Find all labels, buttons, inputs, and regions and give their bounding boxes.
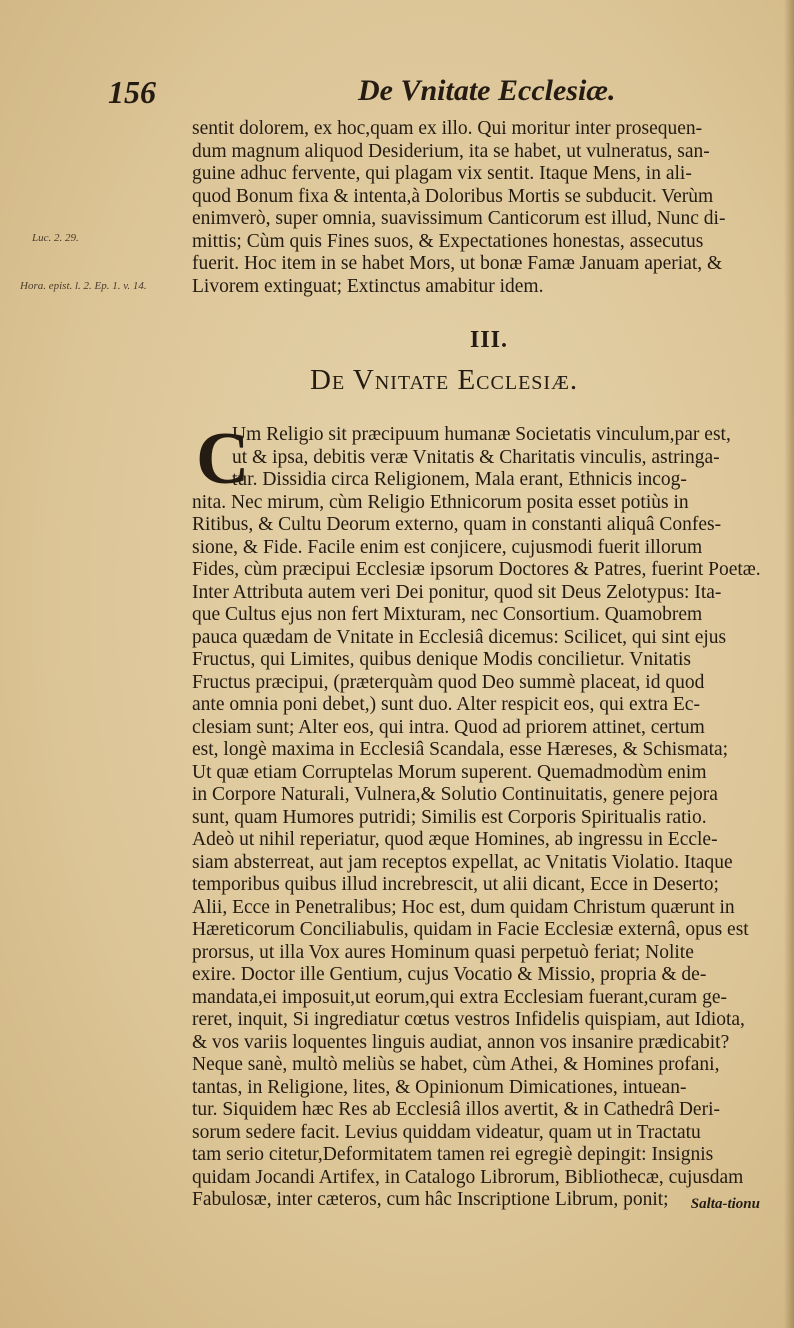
text-line: guine adhuc fervente, qui plagam vix sentit. Itaque Mens, in ali- bbox=[192, 163, 692, 184]
text-line: exire. Doctor ille Gentium, cujus Vocatio & Missio, propria & de- bbox=[192, 964, 707, 985]
text-line: sorum sedere facit. Levius quiddam videatur, quam ut in Tractatu bbox=[192, 1121, 701, 1143]
running-head: De Vnitate Ecclesiæ. bbox=[358, 74, 616, 107]
text-line: Hæreticorum Conciliabulis, quidam in Facie Ecclesiæ externâ, opus est bbox=[192, 919, 749, 940]
text-line: Fructus, qui Limites, quibus denique Modis concilietur. Vnitatis bbox=[192, 649, 692, 670]
text-line: Fides, cùm præcipui Ecclesiæ ipsorum Doctores & Patres, fuerint Poetæ. bbox=[192, 559, 761, 580]
text-line: quod Bonum fixa & intenta,à Doloribus Mortis se subducit. Verùm bbox=[192, 185, 714, 207]
text-line: enimverò, super omnia, suavissimum Canticorum est illud, Nunc di- bbox=[192, 208, 726, 229]
text-line: Livorem extinguat; Extinctus amabitur idem. bbox=[192, 275, 544, 297]
text-line: que Cultus ejus non fert Mixturam, nec Consortium. Quamobrem bbox=[192, 604, 703, 625]
page-number: 156 bbox=[108, 74, 156, 110]
text-line: Ut quæ etiam Corruptelas Morum superent. Quemadmodùm enim bbox=[192, 761, 707, 783]
text-line: Fabulosæ, inter cæteros, cum hâc Inscriptione Librum, ponit; bbox=[192, 1189, 669, 1210]
text-line: fuerit. Hoc item in se habet Mors, ut bonæ Famæ Januam aperiat, & bbox=[192, 253, 723, 274]
text-line: siam absterreat, aut jam receptos expellat, ac Vnitatis Violatio. Itaque bbox=[192, 851, 733, 873]
text-line: in Corpore Naturali, Vulnera,& Solutio Continuitatis, genere pejora bbox=[192, 784, 718, 805]
text-line: tantas, in Religione, lites, & Opinionum Dimicationes, intuean- bbox=[192, 1076, 687, 1098]
text-line: ut & ipsa, debitis veræ Vnitatis & Charitatis vinculis, astringa- bbox=[232, 446, 720, 468]
text-line: mittis; Cùm quis Fines suos, & Expectationes honestas, assecutus bbox=[192, 230, 704, 252]
text-line: temporibus quibus illud increbrescit, ut alii dicant, Ecce in Deserto; bbox=[192, 874, 719, 895]
text-line: dum magnum aliquod Desiderium, ita se habet, ut vulneratus, san- bbox=[192, 140, 710, 162]
text-line: Alii, Ecce in Penetralibus; Hoc est, dum quidam Christum quærunt in bbox=[192, 896, 735, 918]
text-line: Um Religio sit præcipuum humanæ Societatis vinculum,par est, bbox=[232, 424, 731, 445]
text-line: sentit dolorem, ex hoc,quam ex illo. Qui moritur inter prosequen- bbox=[192, 118, 703, 139]
text-line: Neque sanè, multò meliùs se habet, cùm Athei, & Homines profani, bbox=[192, 1054, 720, 1075]
text-line: sione, & Fide. Facile enim est conjicere, cujusmodi fuerit illorum bbox=[192, 536, 703, 558]
page-edge-shadow bbox=[784, 0, 794, 1328]
text-line: pauca quædam de Vnitate in Ecclesiâ dicemus: Scilicet, qui sint ejus bbox=[192, 626, 727, 648]
margin-note: Hora. epist. l. 2. Ep. 1. v. 14. bbox=[20, 280, 147, 292]
text-line: tam serio citetur,Deformitatem tamen rei egregiè depingit: Insignis bbox=[192, 1144, 714, 1165]
text-line: nita. Nec mirum, cùm Religio Ethnicorum posita esset potiùs in bbox=[192, 491, 689, 513]
section-number: III. bbox=[470, 327, 509, 353]
text-block-top bbox=[192, 118, 766, 298]
text-block-body bbox=[192, 418, 766, 1212]
text-line: & vos variis loquentes linguis audiat, annon vos insanire prædicabit? bbox=[192, 1031, 730, 1053]
drop-cap: C bbox=[196, 418, 250, 500]
text-line: Inter Attributa autem veri Dei ponitur, quod sit Deus Zelotypus: Ita- bbox=[192, 581, 722, 603]
text-line: sunt, quam Humores putridi; Similis est Corporis Spiritualis ratio. bbox=[192, 806, 707, 828]
page-header bbox=[108, 74, 768, 114]
text-line: est, longè maxima in Ecclesiâ Scandala, esse Hæreses, & Schismata; bbox=[192, 739, 729, 760]
text-line: tur. Dissidia circa Religionem, Mala erant, Ethnicis incog- bbox=[232, 469, 687, 490]
text-line: Adeò ut nihil reperiatur, quod æque Homines, ab ingressu in Eccle- bbox=[192, 829, 718, 850]
text-line: Fructus præcipui, (præterquàm quod Deo summè placeat, id quod bbox=[192, 671, 705, 693]
catchword: Salta-tionu bbox=[690, 1196, 760, 1212]
section-title: De Vnitate Ecclesiæ. bbox=[310, 364, 579, 396]
text-line: prorsus, ut illa Vox aures Hominum quasi perpetuò feriat; Nolite bbox=[192, 941, 694, 963]
text-line: ante omnia poni debet,) sunt duo. Alter respicit eos, qui extra Ec- bbox=[192, 694, 700, 715]
text-line: clesiam sunt; Alter eos, qui intra. Quod ad priorem attinet, certum bbox=[192, 716, 705, 738]
text-line: reret, inquit, Si ingrediatur cœtus vestros Infidelis quispiam, aut Idiota, bbox=[192, 1009, 745, 1030]
text-line: mandata,ei imposuit,ut eorum,qui extra Ecclesiam fuerant,curam ge- bbox=[192, 986, 727, 1008]
text-line: tur. Siquidem hæc Res ab Ecclesiâ illos avertit, & in Cathedrâ Deri- bbox=[192, 1099, 720, 1120]
text-line: Ritibus, & Cultu Deorum externo, quam in constanti aliquâ Confes- bbox=[192, 514, 722, 535]
text-line: quidam Jocandi Artifex, in Catalogo Librorum, Bibliothecæ, cujusdam bbox=[192, 1166, 744, 1188]
margin-note: Luc. 2. 29. bbox=[32, 232, 79, 244]
